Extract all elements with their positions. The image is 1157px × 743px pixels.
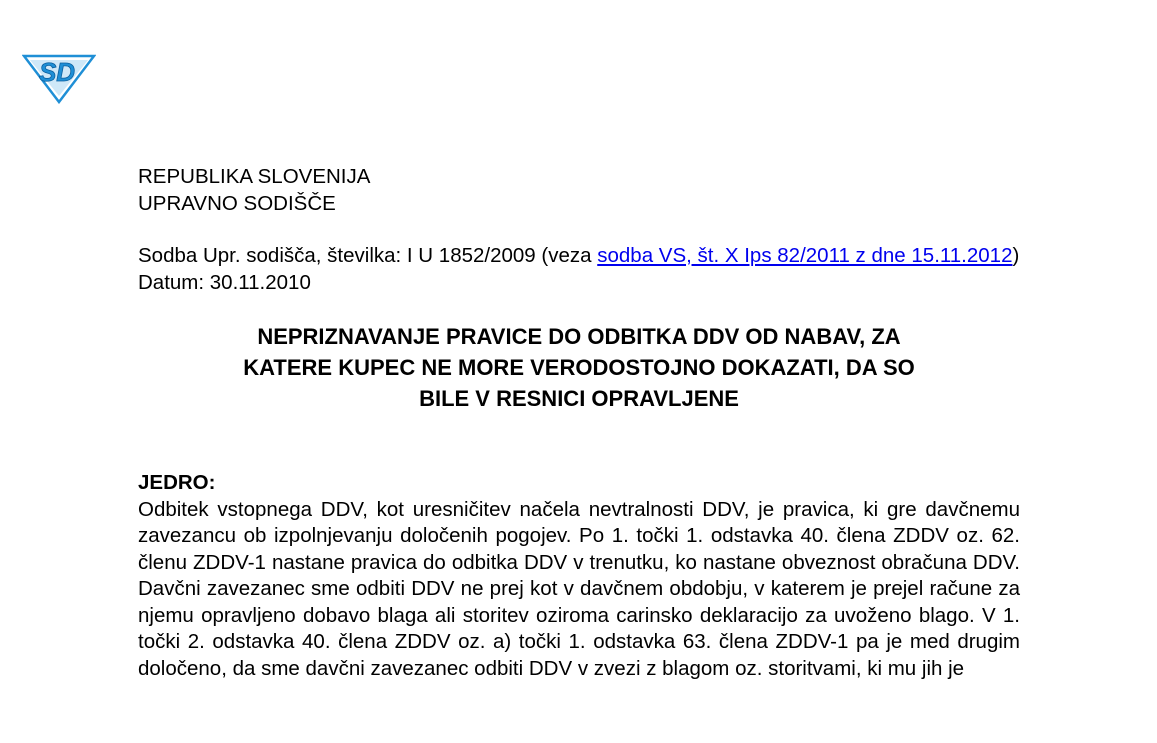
court-header	[138, 164, 1020, 217]
jedro-heading: JEDRO:	[138, 471, 216, 494]
document-title-line2: KATERE KUPEC NE MORE VERODOSTOJNO DOKAZATI, DA SO	[243, 355, 915, 380]
document-page	[138, 164, 1020, 682]
sd-shield-logo-icon	[22, 48, 96, 104]
document-title-line1: NEPRIZNAVANJE PRAVICE DO ODBITKA DDV OD NABAV, ZA	[257, 324, 901, 349]
case-date: Datum: 30.11.2010	[138, 270, 311, 294]
logo-text: SD	[38, 57, 76, 87]
case-reference-suffix: )	[1012, 244, 1020, 267]
case-reference	[138, 243, 1020, 296]
document-title-line3: BILE V RESNICI OPRAVLJENE	[419, 386, 739, 411]
related-judgment-link[interactable]: sodba VS, št. X Ips 82/2011 z dne 15.11.2012	[597, 244, 1013, 267]
document-title	[138, 321, 1020, 414]
court-header-line2: UPRAVNO SODIŠČE	[138, 191, 336, 215]
case-reference-prefix: Sodba Upr. sodišča, številka: I U 1852/2009 (veza	[138, 244, 598, 267]
court-header-line1: REPUBLIKA SLOVENIJA	[138, 165, 371, 188]
jedro-paragraph: Odbitek vstopnega DDV, kot uresničitev načela nevtralnosti DDV, je pravica, ki gre davčnemu zavezancu ob izpolnjevanju določenih pogojev. Po 1. točki 1. odstavka 40. člena ZDDV oz. 62. členu ZDDV-1 nastane pravica do odbitka DDV v trenutku, ko nastane obveznost obračuna DDV. Davčni zavezanec sme odbiti DDV ne prej kot v davčnem obdobju, v katerem je prejel račune za njemu opravljeno dobavo blaga ali storitev oziroma carinsko deklaracijo za uvoženo blago. V 1. točki 2. odstavka 40. člena ZDDV oz. a) točki 1. odstavka 63. člena ZDDV-1 pa je med drugim določeno, da sme davčni zavezanec odbiti DDV v zvezi z blagom oz. storitvami, ki mu jih je	[138, 497, 1020, 680]
